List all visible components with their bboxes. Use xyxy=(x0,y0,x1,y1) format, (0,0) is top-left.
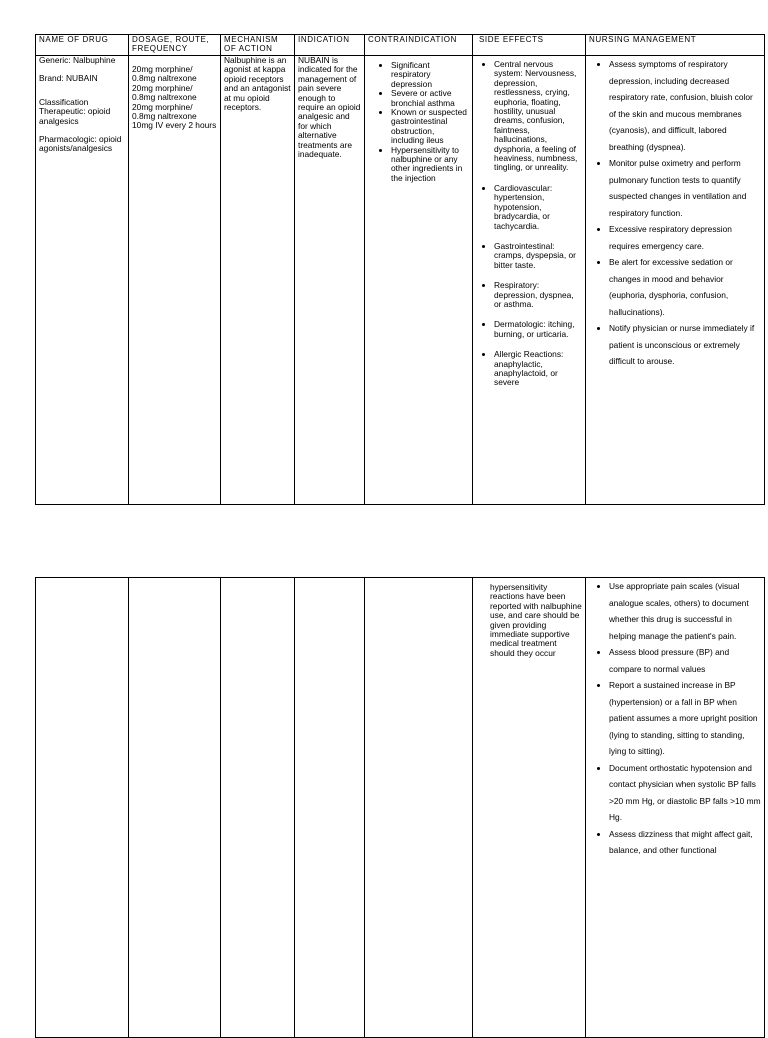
header-contraindication: CONTRAINDICATION xyxy=(365,35,473,56)
dosage-text: 20mg morphine/ 0.8mg naltrexone 20mg morphine/ 0.8mg naltrexone 20mg morphine/ 0.8mg naltrexone 10mg IV every 2 hours xyxy=(132,64,217,131)
drug-generic: Generic: Nalbuphine xyxy=(39,55,116,65)
list-item: • Central nervous system: Nervousness, depression, restlessness, crying, euphoria, floating, hostility, unusual dreams, confusion, faintness, hallucinations, dysphoria, a feeling of heaviness, numbness, tingling, or unreality. xyxy=(494,60,582,173)
drug-brand: Brand: NUBAIN xyxy=(39,73,98,84)
header-name-of-drug: NAME OF DRUG xyxy=(36,35,129,56)
header-indication: INDICATION xyxy=(295,35,365,56)
list-item: • Significant respiratory depression xyxy=(391,61,469,89)
nursing-list-continued xyxy=(589,578,761,859)
contraindication-cell xyxy=(365,56,473,505)
nursing-management-cell xyxy=(586,56,765,505)
table-header-row xyxy=(36,35,765,56)
drug-pharmacologic: Pharmacologic: opioid agonists/analgesics xyxy=(39,134,122,154)
header-dosage: DOSAGE, ROUTE, FREQUENCY xyxy=(129,35,221,56)
list-item: • Cardiovascular: hypertension, hypotension, bradycardia, or tachycardia. xyxy=(494,184,582,231)
empty-cell xyxy=(36,578,129,1038)
side-effects-continued-text: hypersensitivity reactions have been reported with nalbuphine use, and care should be given providing immediate supportive medical treatment should they occur xyxy=(490,582,582,658)
mechanism-text: Nalbuphine is an agonist at kappa opioid receptors and an antagonist at mu opioid receptors. xyxy=(224,55,291,113)
empty-cell xyxy=(295,578,365,1038)
table-row xyxy=(36,56,765,505)
list-item: • Excessive respiratory depression requires emergency care. xyxy=(609,221,761,254)
list-item: • Assess symptoms of respiratory depression, including decreased respiratory rate, confusion, bluish color of the skin and mucous membranes (cyanosis), and difficult, labored breathing (dyspnea). xyxy=(609,56,761,155)
header-nursing-management: NURSING MANAGEMENT xyxy=(586,35,765,56)
header-side-effects: SIDE EFFECTS xyxy=(473,35,586,56)
empty-cell xyxy=(129,578,221,1038)
list-item: • Use appropriate pain scales (visual analogue scales, others) to document whether this drug is successful in helping manage the patient's pain. xyxy=(609,578,761,644)
list-item: • Report a sustained increase in BP (hypertension) or a fall in BP when patient assumes a more upright position (lying to standing, sitting to standing, lying to sitting). xyxy=(609,677,761,760)
drug-table-page-1 xyxy=(35,34,765,505)
contraindication-list xyxy=(377,61,469,183)
list-item: • Hypersensitivity to nalbuphine or any other ingredients in the injection xyxy=(391,146,469,184)
empty-cell xyxy=(365,578,473,1038)
drug-name-cell xyxy=(36,56,129,505)
drug-therapeutic: Therapeutic: opioid analgesics xyxy=(39,106,111,126)
side-effects-list xyxy=(476,56,582,388)
header-mechanism: MECHANISM OF ACTION xyxy=(221,35,295,56)
dosage-cell xyxy=(129,56,221,505)
nursing-list xyxy=(589,56,761,370)
list-item: • Notify physician or nurse immediately if patient is unconscious or extremely difficult to arouse. xyxy=(609,320,761,370)
empty-cell xyxy=(221,578,295,1038)
list-item: • Known or suspected gastrointestinal obstruction, including ileus xyxy=(391,108,469,146)
list-item: • Severe or active bronchial asthma xyxy=(391,89,469,108)
drug-classification: Classification xyxy=(39,96,89,107)
indication-text: NUBAIN is indicated for the management of pain severe enough to require an opioid analgesic and for which alternative treatments are inadequate. xyxy=(298,55,361,160)
indication-cell xyxy=(295,56,365,505)
side-effects-continued-cell xyxy=(473,578,586,1038)
list-item: • Be alert for excessive sedation or changes in mood and behavior (euphoria, dysphoria, confusion, hallucinations). xyxy=(609,254,761,320)
list-item: • Document orthostatic hypotension and contact physician when systolic BP falls >20 mm Hg, or diastolic BP falls >10 mm Hg. xyxy=(609,760,761,826)
list-item: • Dermatologic: itching, burning, or urticaria. xyxy=(494,320,582,339)
drug-table-page-2 xyxy=(35,577,765,1038)
nursing-management-continued-cell xyxy=(586,578,765,1038)
list-item: • Assess dizziness that might affect gait, balance, and other functional xyxy=(609,826,761,859)
list-item: • Allergic Reactions: anaphylactic, anaphylactoid, or severe xyxy=(494,350,582,388)
table-row xyxy=(36,578,765,1038)
side-effects-cell xyxy=(473,56,586,505)
mechanism-cell xyxy=(221,56,295,505)
list-item: • Respiratory: depression, dyspnea, or asthma. xyxy=(494,281,582,309)
list-item: • Gastrointestinal: cramps, dyspepsia, or bitter taste. xyxy=(494,242,582,270)
list-item: • Assess blood pressure (BP) and compare to normal values xyxy=(609,644,761,677)
list-item: • Monitor pulse oximetry and perform pulmonary function tests to quantify suspected changes in ventilation and respiratory function. xyxy=(609,155,761,221)
